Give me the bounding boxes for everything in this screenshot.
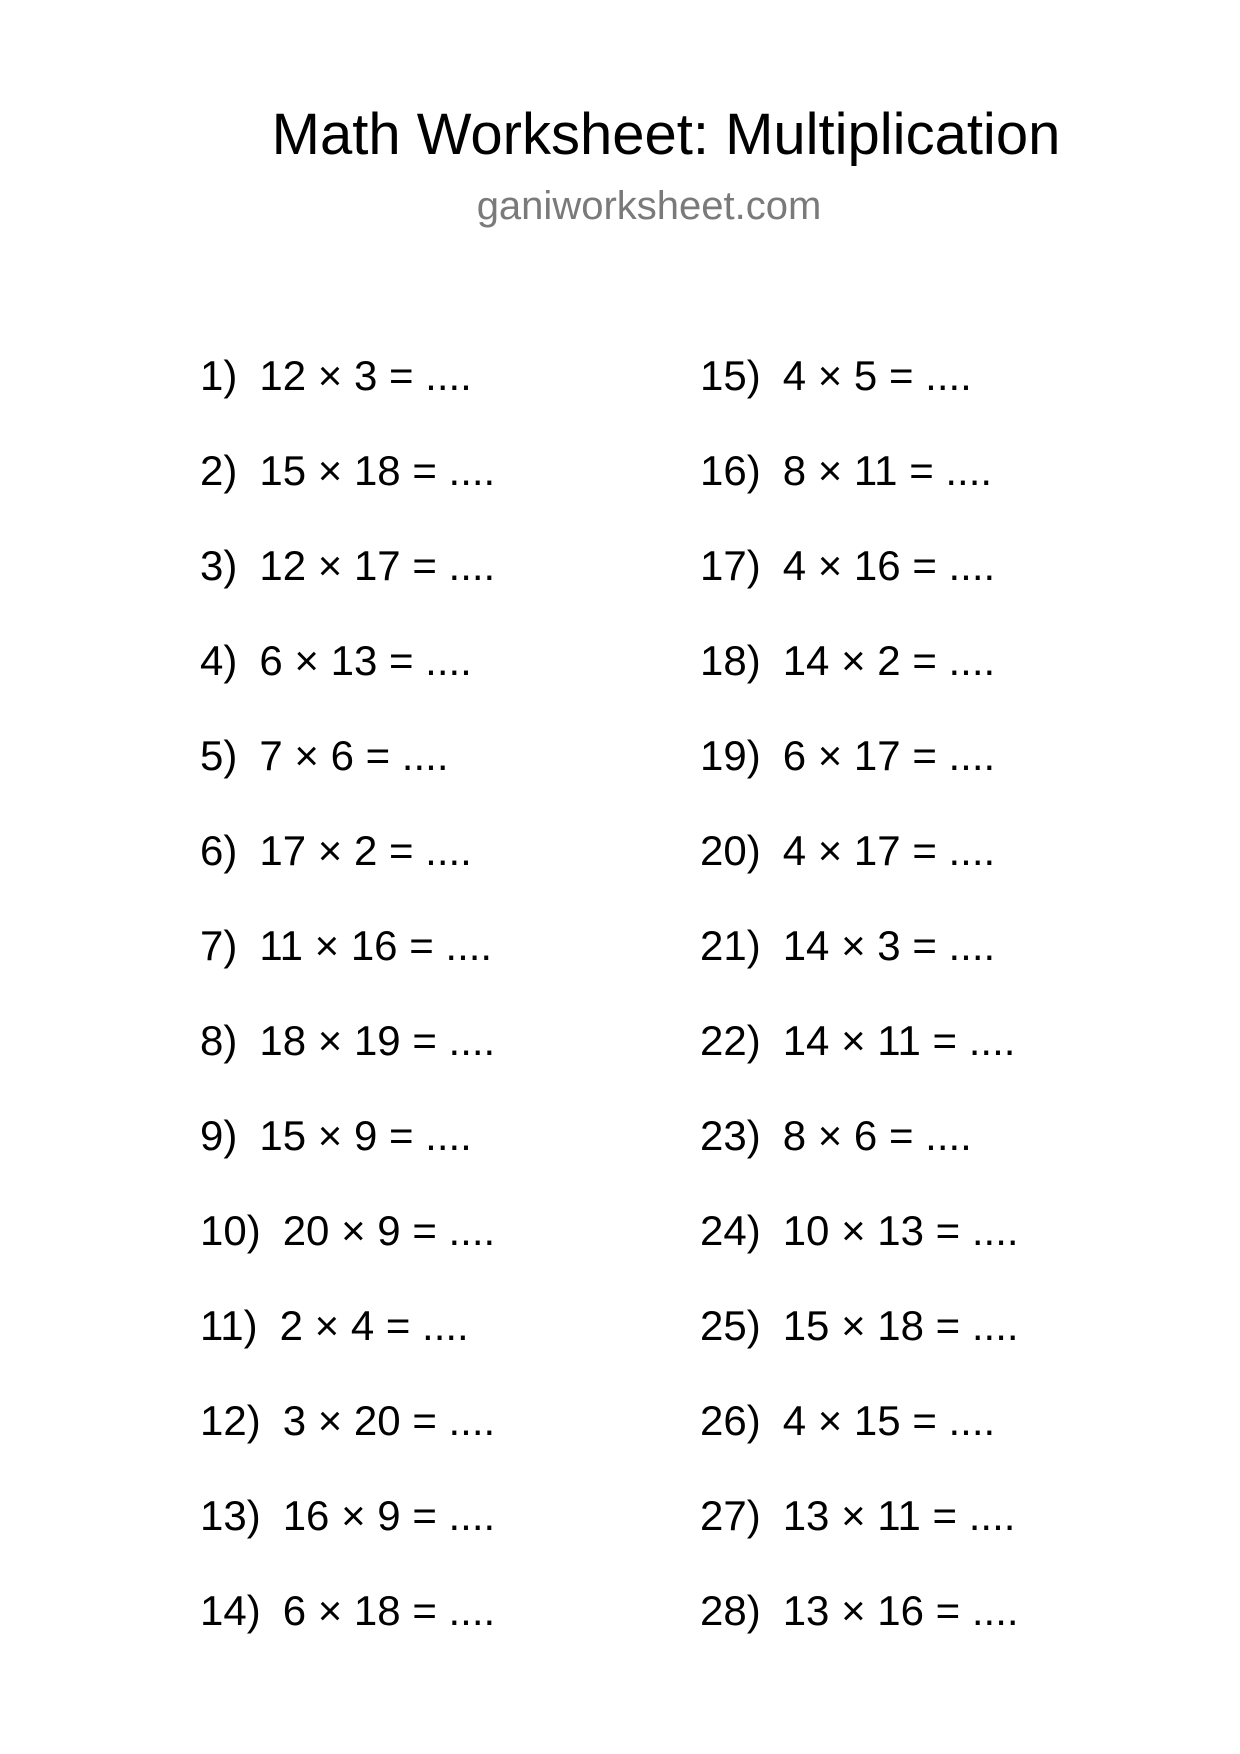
problem-expression: 4 × 15 = .... (782, 1397, 996, 1444)
problem-number: 24) (700, 1207, 761, 1254)
problem-expression: 14 × 11 = .... (782, 1017, 1016, 1064)
problem-expression: 13 × 16 = .... (782, 1587, 1019, 1634)
problem-expression: 15 × 9 = .... (259, 1112, 472, 1159)
problem-item (700, 1393, 1140, 1488)
problem-item (700, 918, 1140, 1013)
problem-number: 9) (200, 1112, 238, 1159)
problem-number: 6) (200, 827, 238, 874)
problem-number: 5) (200, 732, 238, 779)
problem-column-right (700, 348, 1140, 1678)
problem-expression: 12 × 3 = .... (259, 352, 472, 399)
problem-item (200, 1203, 640, 1298)
problem-number: 4) (200, 637, 238, 684)
problem-item (200, 1013, 640, 1108)
problem-number: 7) (200, 922, 238, 969)
problem-item (200, 443, 640, 538)
problem-number: 27) (700, 1492, 761, 1539)
problem-expression: 15 × 18 = .... (259, 447, 496, 494)
problem-item (200, 918, 640, 1013)
problem-item (200, 538, 640, 633)
problem-item (700, 443, 1140, 538)
problem-item (200, 348, 640, 443)
problem-item (200, 823, 640, 918)
problem-item (200, 1583, 640, 1678)
problem-number: 13) (200, 1492, 261, 1539)
problem-item (700, 1298, 1140, 1393)
problem-expression: 6 × 13 = .... (259, 637, 472, 684)
problem-expression: 13 × 11 = .... (782, 1492, 1016, 1539)
problem-item (700, 633, 1140, 728)
problem-number: 15) (700, 352, 761, 399)
problem-expression: 3 × 20 = .... (282, 1397, 496, 1444)
problem-number: 8) (200, 1017, 238, 1064)
problem-item (700, 728, 1140, 823)
problem-number: 11) (200, 1302, 258, 1349)
problem-expression: 14 × 2 = .... (782, 637, 996, 684)
problem-expression: 8 × 6 = .... (782, 1112, 972, 1159)
problem-number: 17) (700, 542, 761, 589)
problem-item (700, 1013, 1140, 1108)
problem-item (200, 633, 640, 728)
problem-expression: 2 × 4 = .... (279, 1302, 469, 1349)
problem-number: 10) (200, 1207, 261, 1254)
problem-item (700, 1203, 1140, 1298)
problem-number: 23) (700, 1112, 761, 1159)
problem-item (200, 1488, 640, 1583)
problem-expression: 6 × 17 = .... (782, 732, 996, 779)
problem-expression: 7 × 6 = .... (259, 732, 449, 779)
problem-number: 18) (700, 637, 761, 684)
problem-item (700, 1108, 1140, 1203)
problem-number: 16) (700, 447, 761, 494)
problem-expression: 4 × 17 = .... (782, 827, 996, 874)
problem-item (700, 348, 1140, 443)
problem-item (700, 823, 1140, 918)
problem-number: 19) (700, 732, 761, 779)
problem-number: 12) (200, 1397, 261, 1444)
problem-expression: 20 × 9 = .... (282, 1207, 496, 1254)
problem-item (200, 1298, 640, 1393)
problem-number: 3) (200, 542, 238, 589)
problem-expression: 14 × 3 = .... (782, 922, 996, 969)
problem-number: 26) (700, 1397, 761, 1444)
problem-number: 2) (200, 447, 238, 494)
problem-number: 20) (700, 827, 761, 874)
problem-item (200, 728, 640, 823)
problem-number: 22) (700, 1017, 761, 1064)
site-url: ganiworksheet.com (476, 184, 822, 228)
problem-column-left (200, 348, 640, 1678)
problem-item (700, 1488, 1140, 1583)
problem-number: 14) (200, 1587, 261, 1634)
problem-expression: 18 × 19 = .... (259, 1017, 496, 1064)
problem-expression: 4 × 5 = .... (782, 352, 972, 399)
page-title: Math Worksheet: Multiplication (271, 102, 1061, 167)
problem-expression: 10 × 13 = .... (782, 1207, 1019, 1254)
problem-item (700, 538, 1140, 633)
problem-expression: 15 × 18 = .... (782, 1302, 1019, 1349)
problem-number: 25) (700, 1302, 761, 1349)
problem-expression: 11 × 16 = .... (259, 922, 493, 969)
problem-expression: 17 × 2 = .... (259, 827, 472, 874)
problem-expression: 12 × 17 = .... (259, 542, 496, 589)
problem-number: 21) (700, 922, 761, 969)
problem-item (200, 1108, 640, 1203)
problem-number: 1) (200, 352, 238, 399)
problem-number: 28) (700, 1587, 761, 1634)
problem-expression: 4 × 16 = .... (782, 542, 996, 589)
problem-item (200, 1393, 640, 1488)
problem-expression: 8 × 11 = .... (782, 447, 993, 494)
problem-item (700, 1583, 1140, 1678)
problem-expression: 16 × 9 = .... (282, 1492, 496, 1539)
problem-expression: 6 × 18 = .... (282, 1587, 496, 1634)
